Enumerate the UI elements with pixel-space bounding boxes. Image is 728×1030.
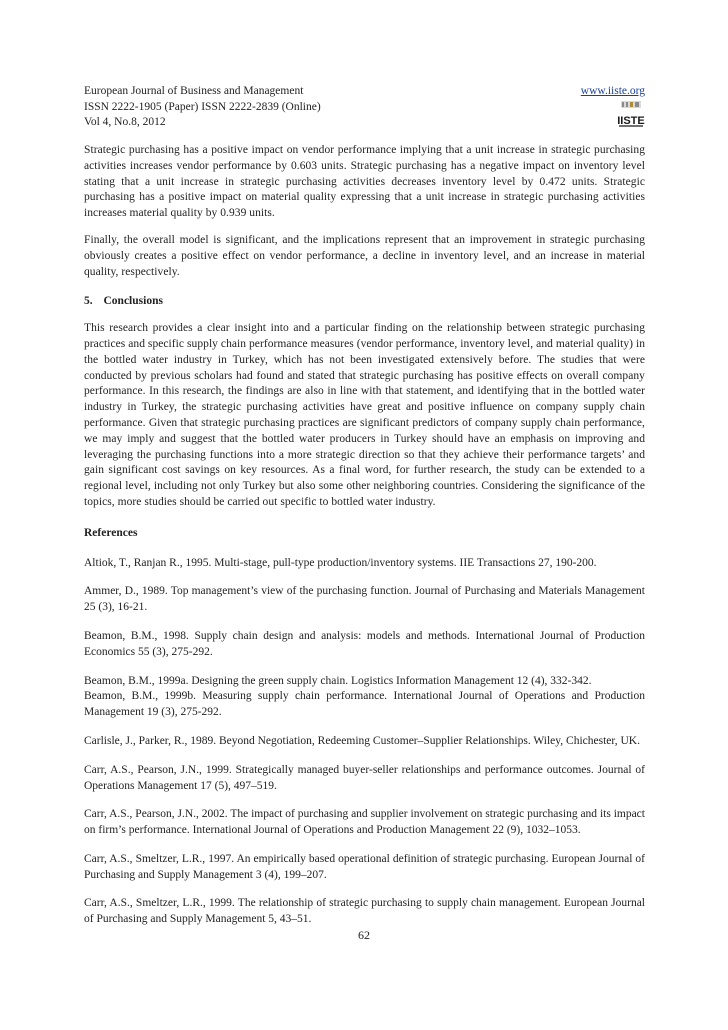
journal-name: European Journal of Business and Management [84, 85, 304, 97]
reference-item: Carlisle, J., Parker, R., 1989. Beyond Negotiation, Redeeming Customer–Supplier Relationships. Wiley, Chichester, UK. [84, 734, 640, 747]
reference-item: Carr, A.S., Pearson, J.N., 2002. The impact of purchasing and supplier involvement on strategic purchasing and its impact on firm’s performance. International Journal of Operations and Production Management 22 (9), 1032–1053. [84, 808, 645, 837]
conclusions-paragraph: This research provides a clear insight into and a particular finding on the relationship between strategic purchasing practices and specific supply chain performance measures (vendor performance, inventory level, and material quality) in the bottled water industry in Turkey, which has not been investigated extensively before. The studies that were conducted by previous scholars had found and stated that strategic purchasing has positive effects on overall company performance. In this research, the findings are also in line with that statement, and identifying that in the bottled water industry in Turkey, the strategic purchasing activities have great and positive influence on company supply chain performance. Given that strategic purchasing practices are significant predictors of company supply chain performance, we may imply and suggest that the bottled water producers in Turkey should have an emphasis on improving and leveraging the purchasing functions into a more strategic direction so that they achieve their performance targets’ and gain significant cost savings on key resources. As a final word, for further research, the study can be extended to a regional level, including not only Turkey but also some other neighboring countries. Considering the significance of the topics, more studies should be carried out specific to bottled water industry. [84, 322, 645, 508]
section-title: Conclusions [103, 295, 163, 308]
reference-item: Carr, A.S., Pearson, J.N., 1999. Strategically managed buyer-seller relationships and performance outcomes. Journal of Operations Management 17 (5), 497–519. [84, 763, 645, 792]
iiste-logo-icon [617, 100, 645, 128]
references-heading: References [84, 526, 138, 539]
section-heading [84, 294, 645, 310]
reference-item: Ammer, D., 1989. Top management’s view of the purchasing function. Journal of Purchasing and Materials Management 25 (3), 16-21. [84, 585, 645, 614]
journal-header [84, 84, 645, 132]
reference-item: Beamon, B.M., 1998. Supply chain design and analysis: models and methods. International Journal of Production Economics 55 (3), 275-292. [84, 629, 645, 658]
reference-item: Altiok, T., Ranjan R., 1995. Multi-stage, pull-type production/inventory systems. IIE Transactions 27, 190-200. [84, 556, 597, 569]
model-paragraph: Finally, the overall model is significant, and the implications represent that an improvement in strategic purchasing obviously creates a positive effect on vendor performance, a decline in inventory level, and an increase in material quality, respectively. [84, 233, 645, 278]
section-number: 5. [84, 295, 93, 308]
journal-volume: Vol 4, No.8, 2012 [84, 116, 166, 128]
journal-url-link[interactable]: www.iiste.org [580, 85, 645, 97]
reference-item: Beamon, B.M., 1999a. Designing the green supply chain. Logistics Information Management 12 (4), 332-342. [84, 674, 592, 687]
reference-item: Carr, A.S., Smeltzer, L.R., 1997. An empirically based operational definition of strategic purchasing. European Journal of Purchasing and Supply Management 3 (4), 199–207. [84, 852, 645, 881]
results-paragraph: Strategic purchasing has a positive impact on vendor performance implying that a unit increase in strategic purchasing activities increases vendor performance by 0.603 units. Strategic purchasing has a negative impact on inventory level stating that a unit increase in strategic purchasing activities decreases inventory level by 0.472 units. Strategic purchasing has a positive impact on material quality expressing that a unit increase in strategic purchasing activities increases material quality by 0.939 units. [84, 144, 645, 220]
journal-issn: ISSN 2222-1905 (Paper) ISSN 2222-2839 (Online) [84, 100, 321, 113]
page-number: 62 [358, 928, 370, 942]
reference-item: Carr, A.S., Smeltzer, L.R., 1999. The relationship of strategic purchasing to supply chain management. European Journal of Purchasing and Supply Management 5, 43–51. [84, 897, 645, 926]
reference-item: Beamon, B.M., 1999b. Measuring supply chain performance. International Journal of Operations and Production Management 19 (3), 275-292. [84, 690, 645, 719]
article-body [84, 143, 645, 928]
page-content [84, 84, 645, 941]
logo-text: IISTE [617, 115, 645, 127]
